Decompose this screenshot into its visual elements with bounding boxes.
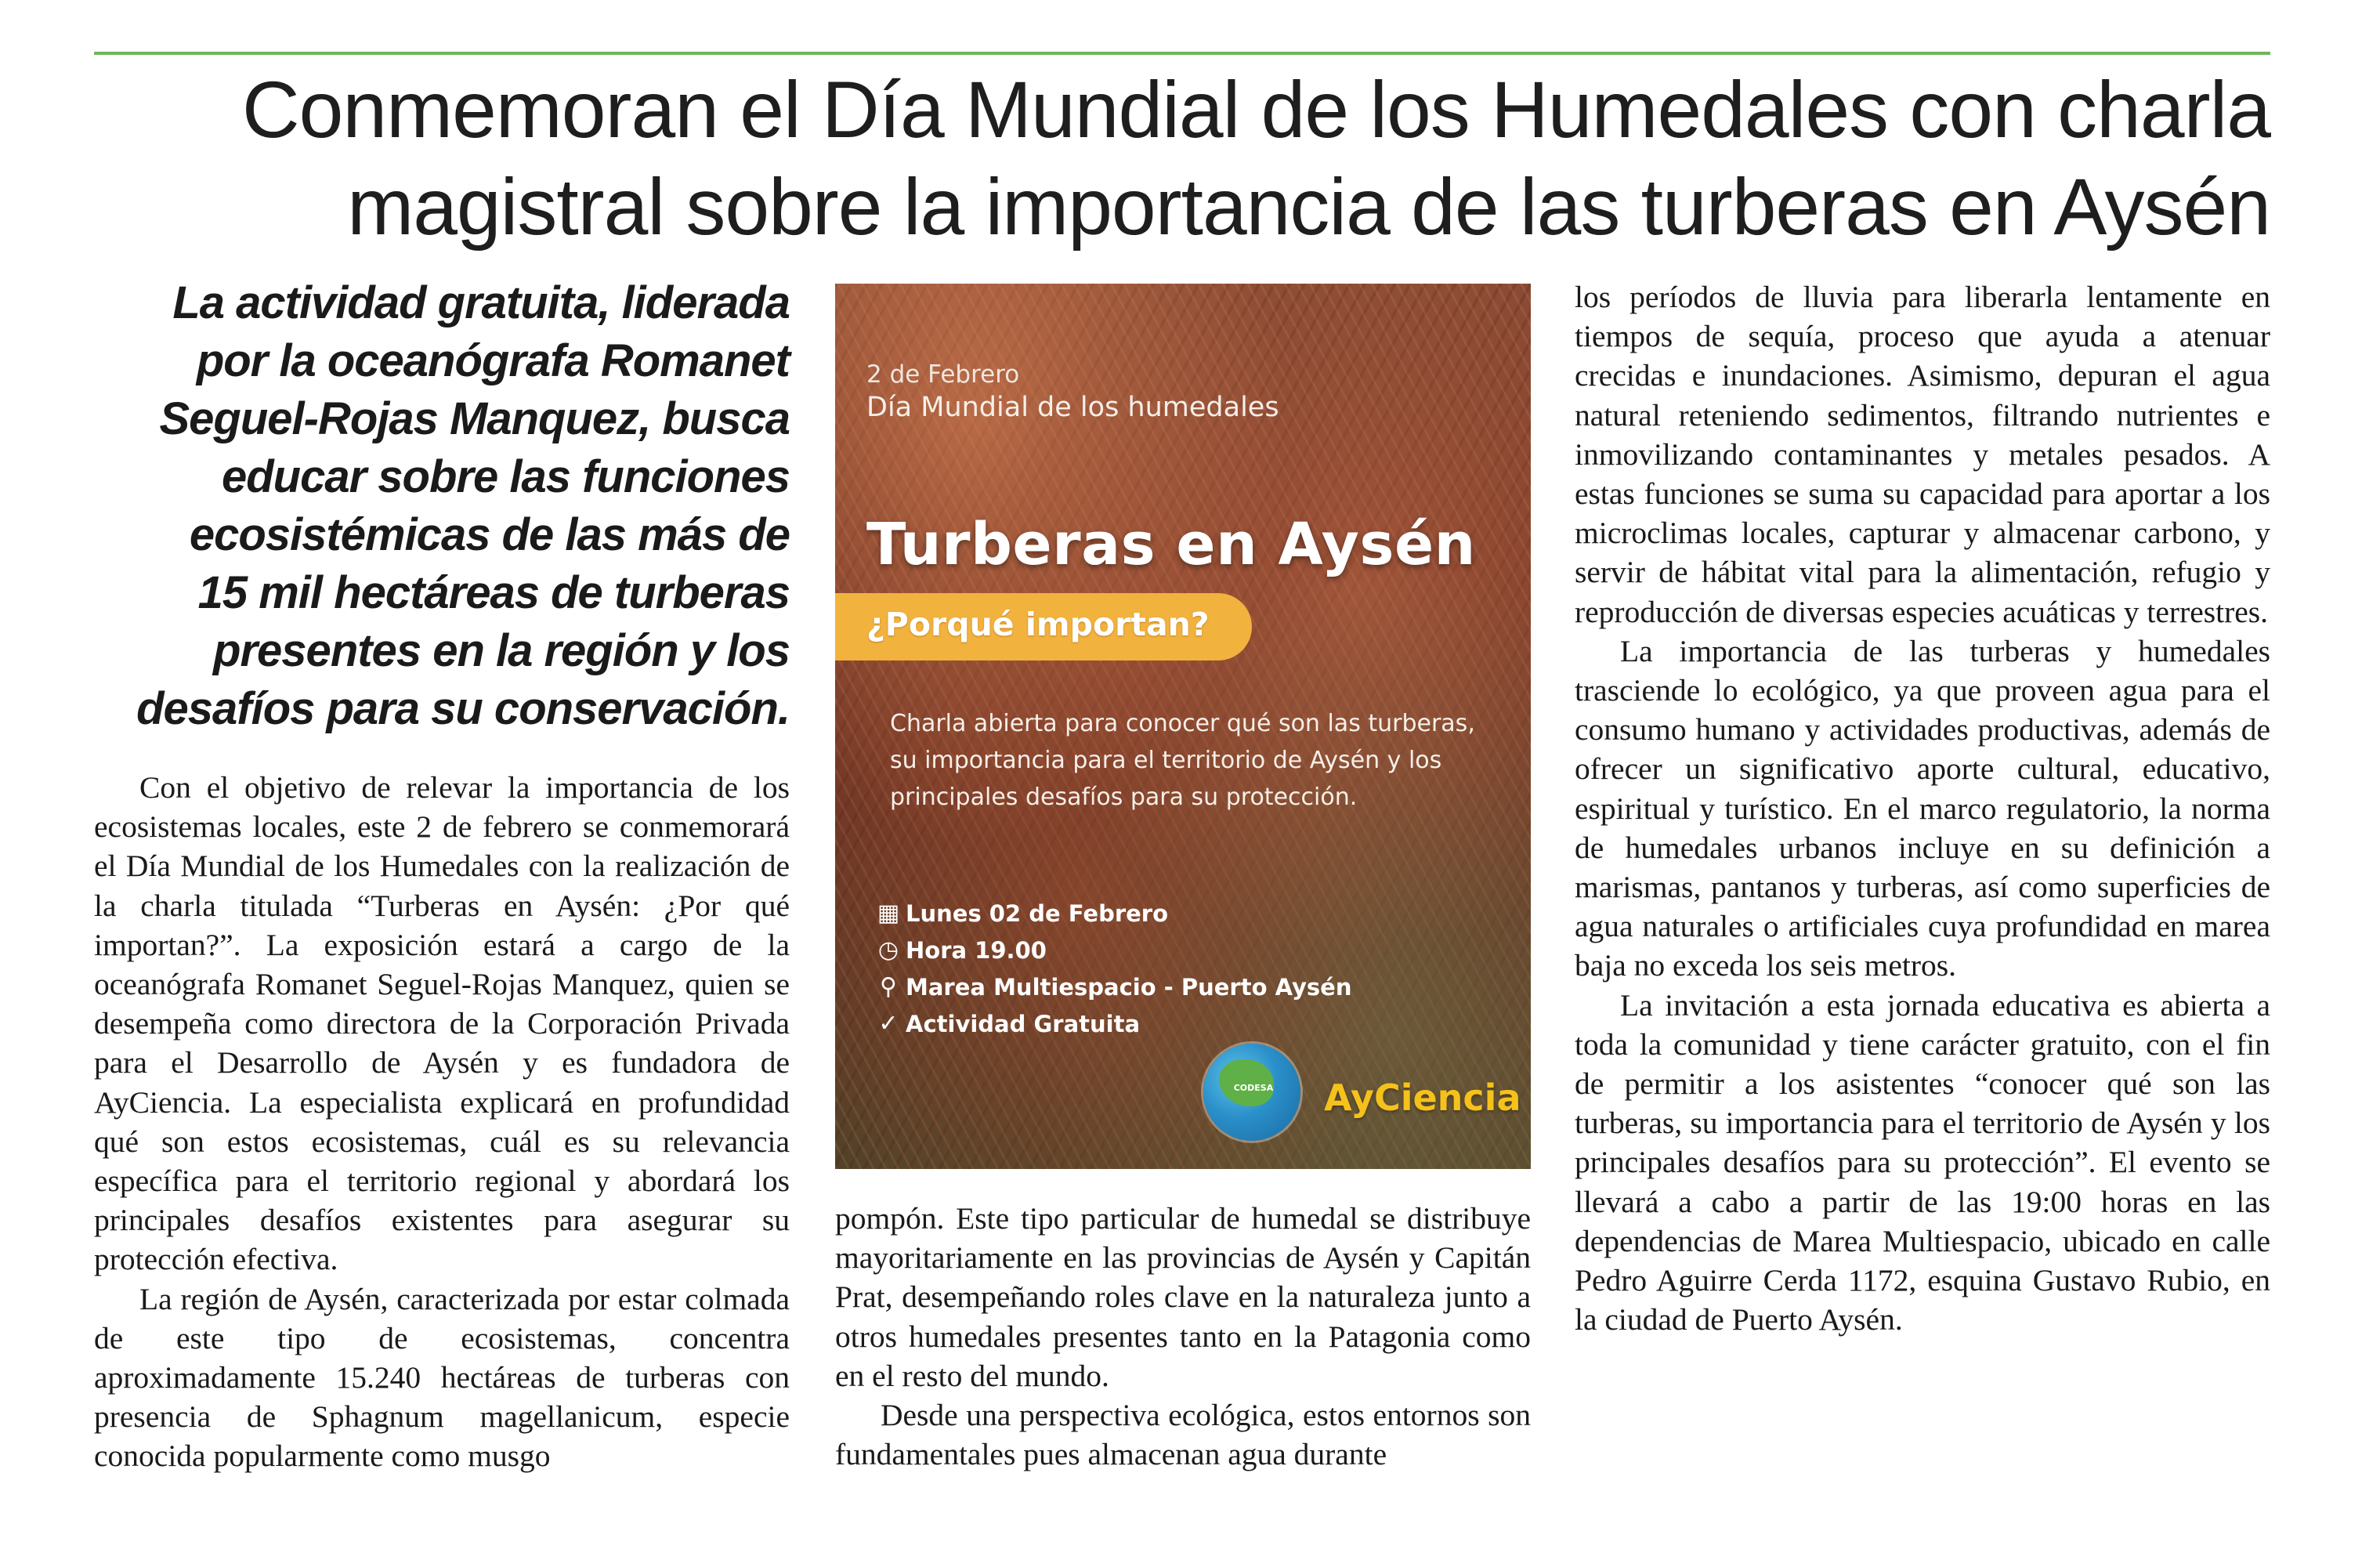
header-rule xyxy=(94,52,2270,55)
body-paragraph: La importancia de las turberas y humedales trasciende lo ecológico, ya que proveen agua para el consumo humano y actividades productivas, además de ofrecer un significativo aporte cultural, educativo, espiritual y turístico. En el marco regulatorio, la norma de humedales urbanos incluye en su definición a marismas, pantanos y turberas, así como superficies de agua naturales o artificiales cuya profundidad en marea baja no exceda los seis metros. xyxy=(1575,633,2270,983)
location-pin-icon: ⚲ xyxy=(880,973,897,1001)
lead-line: presentes en la región y los xyxy=(213,625,790,676)
poster-detail-text: Marea Multiespacio - Puerto Aysén xyxy=(906,973,1352,1001)
poster-subtitle-badge xyxy=(835,593,1252,660)
lead-line: 15 mil hectáreas de turberas xyxy=(197,567,790,618)
poster-event-name: Día Mundial de los humedales xyxy=(866,392,1279,423)
body-paragraph: La invitación a esta jornada educativa es abierta a toda la comunidad y tiene carácter gratuito, con el fin de permitir a los asistentes “conocer qué son las turberas, su importancia para el territorio de Aysén y los principales desafíos para su protección”. El evento se llevará a cabo a partir de las 19:00 horas en las dependencias de Marea Multiespacio, ubicado en calle Pedro Aguirre Cerda 1172, esquina Gustavo Rubio, en la ciudad de Puerto Aysén. xyxy=(1575,987,2270,1337)
calendar-icon: ▦ xyxy=(877,899,900,927)
article-column-1 xyxy=(94,768,790,1476)
poster-detail-text: Lunes 02 de Febrero xyxy=(906,899,1169,927)
poster-detail-text: Hora 19.00 xyxy=(906,936,1047,964)
lead-line: por la oceanógrafa Romanet xyxy=(196,335,790,386)
clock-icon: ◷ xyxy=(877,936,899,964)
body-paragraph: Con el objetivo de relevar la importancia de los ecosistemas locales, este 2 de febrero se conmemorará el Día Mundial de los Humedales con la realización de la charla titulada “Turberas en Aysén: ¿Por qué importan?”. La exposición estará a cargo de la oceanógrafa Romanet Seguel-Rojas Manquez, quien se desempeña como directora de la Corporación Privada para el Desarrollo de Aysén y es fundadora de AyCiencia. La especialista explicará en profundidad qué son estos ecosistemas, cuál es su relevancia específica para el territorio regional y abordará los principales desafíos existentes para asegurar su protección efectiva. xyxy=(94,770,790,1277)
codesa-logo-text: CODESA xyxy=(1233,1083,1274,1093)
headline-line-1: Conmemoran el Día Mundial de los Humedales con charla xyxy=(242,65,2270,154)
poster-detail-location xyxy=(876,968,1352,1005)
lead-line: educar sobre las funciones xyxy=(221,451,790,502)
headline-line-2: magistral sobre la importancia de las turberas en Aysén xyxy=(347,162,2270,252)
body-paragraph: pompón. Este tipo particular de humedal se distribuye mayoritariamente en las provincias de Aysén y Capitán Prat, desempeñando roles clave en la naturaleza junto a otros humedales presentes tanto en la Patagonia como en el resto del mundo. xyxy=(835,1201,1531,1393)
lead-line: ecosistémicas de las más de xyxy=(189,509,790,560)
poster-detail-time xyxy=(876,932,1352,968)
poster-detail-date xyxy=(876,895,1352,932)
check-icon: ✓ xyxy=(878,1010,899,1037)
lead-line: Seguel-Rojas Manquez, busca xyxy=(159,393,790,444)
poster-date: 2 de Febrero xyxy=(866,360,1020,389)
body-paragraph: los períodos de lluvia para liberarla lentamente en tiempos de sequía, proceso que ayuda a atenuar crecidas e inundaciones. Asimismo, depuran el agua natural reteniendo sedimentos, filtrando nutrientes e inmovilizando contaminantes y metales pesados. A estas funciones se suma su capacidad para aportar a los microclimas locales, capturar y almacenar carbono, y servir de hábitat vital para la alimentación, refugio y reproducción de diversas especies acuáticas y terrestres. xyxy=(1575,280,2270,629)
poster-detail-price xyxy=(876,1005,1352,1042)
body-paragraph: La región de Aysén, caracterizada por estar colmada de este tipo de ecosistemas, concentra aproximadamente 15.240 hectáreas de turberas con presencia de Sphagnum magellanicum, especie conocida popularmente como musgo xyxy=(94,1281,790,1474)
article-column-3 xyxy=(1575,277,2270,1339)
lead-line: La actividad gratuita, liderada xyxy=(172,277,790,328)
event-poster-image xyxy=(835,284,1531,1169)
poster-details-list xyxy=(876,895,1352,1042)
lead-line: desafíos para su conservación. xyxy=(136,683,790,734)
article-lead xyxy=(94,274,790,738)
poster-title: Turberas en Aysén xyxy=(866,511,1476,578)
ayciencia-logo: AyCiencia xyxy=(1324,1077,1521,1119)
body-paragraph: Desde una perspectiva ecológica, estos entornos son fundamentales pues almacenan agua durante xyxy=(835,1398,1531,1472)
article-headline xyxy=(94,61,2270,255)
poster-detail-text: Actividad Gratuita xyxy=(906,1010,1141,1037)
article-column-2 xyxy=(835,1199,1531,1474)
poster-subtitle: ¿Porqué importan? xyxy=(866,606,1210,643)
poster-description: Charla abierta para conocer qué son las turberas, su importancia para el territorio de Aysén y los principales desafíos para su protección. xyxy=(890,710,1475,811)
